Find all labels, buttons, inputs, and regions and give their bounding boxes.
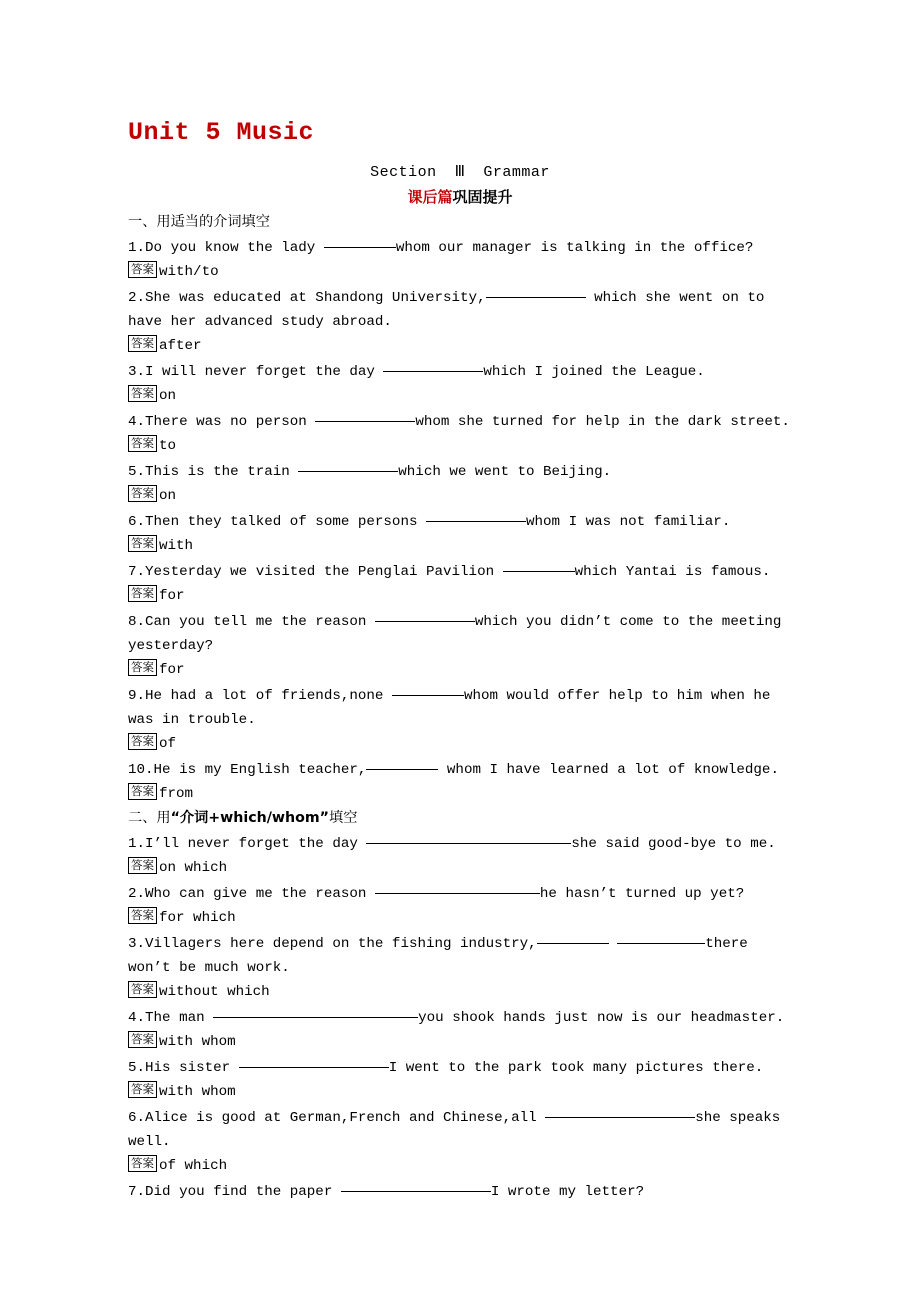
question-item (128, 234, 796, 260)
answer-tag: 答案 (128, 857, 157, 874)
answer-row (128, 658, 796, 682)
question-text-before: This is the train (145, 464, 299, 480)
subtitle-rest: 巩固提升 (452, 188, 513, 206)
question-text-after: which you didn’t come to the meeting yesterday? (128, 614, 782, 654)
question-text-after: which Yantai is famous. (574, 564, 771, 580)
question-text-before: The man (145, 1010, 214, 1026)
question-text-before: Did you find the paper (145, 1184, 341, 1200)
question-number: 4. (128, 414, 146, 430)
answer-tag: 答案 (128, 783, 157, 800)
answer-value: on which (159, 860, 228, 876)
question-number: 7. (128, 1184, 146, 1200)
answer-tag: 答案 (128, 1031, 157, 1048)
answer-tag: 答案 (128, 385, 157, 402)
part-two-heading (128, 806, 796, 830)
answer-value: for which (159, 910, 236, 926)
question-text-after: you shook hands just now is our headmaster. (418, 1010, 785, 1026)
answer-blank (426, 508, 526, 522)
answer-value: after (159, 338, 202, 354)
question-number: 2. (128, 290, 146, 306)
answer-row (128, 1030, 796, 1054)
answer-row (128, 334, 796, 358)
section-number: Ⅲ (454, 164, 466, 181)
page-title: Unit 5 Music (128, 118, 315, 147)
answer-blank (366, 830, 571, 844)
answer-blank (486, 284, 586, 298)
answer-row (128, 384, 796, 408)
answer-tag: 答案 (128, 335, 157, 352)
answer-blank (298, 458, 398, 472)
question-text-after: he hasn’t turned up yet? (539, 886, 745, 902)
question-text-after: she said good-bye to me. (571, 836, 776, 852)
part-two-heading-suffix: 填空 (329, 810, 358, 826)
answer-value: with (159, 538, 194, 554)
question-text-before: Villagers here depend on the fishing industry, (145, 936, 537, 952)
part-two-heading-prefix: 二、用 (128, 810, 171, 826)
question-item (128, 1104, 796, 1154)
question-item (128, 1054, 796, 1080)
answer-row (128, 434, 796, 458)
answer-row (128, 534, 796, 558)
question-item (128, 358, 796, 384)
answer-tag: 答案 (128, 585, 157, 602)
question-number: 10. (128, 762, 154, 778)
answer-blank (324, 234, 396, 248)
answer-row (128, 906, 796, 930)
answer-blank (392, 682, 464, 696)
answer-blank (383, 358, 483, 372)
answer-value: with whom (159, 1084, 236, 1100)
question-item (128, 756, 796, 782)
question-text-before: He had a lot of friends,none (145, 688, 392, 704)
question-text-after: whom our manager is talking in the office? (395, 240, 754, 256)
answer-tag: 答案 (128, 435, 157, 452)
question-text-after: she speaks well. (128, 1110, 781, 1150)
question-item (128, 558, 796, 584)
answer-tag: 答案 (128, 659, 157, 676)
subtitle (128, 186, 792, 207)
answer-blank (315, 408, 415, 422)
question-text-after: which I joined the League. (483, 364, 705, 380)
answer-blank (375, 608, 475, 622)
question-item (128, 880, 796, 906)
question-number: 8. (128, 614, 146, 630)
question-text-after: whom she turned for help in the dark street. (415, 414, 790, 430)
answer-blank (239, 1054, 389, 1068)
answer-row (128, 856, 796, 880)
answer-value: on (159, 488, 177, 504)
answer-row (128, 584, 796, 608)
section-label: Section (370, 164, 437, 181)
question-number: 3. (128, 364, 146, 380)
question-number: 9. (128, 688, 146, 704)
answer-tag: 答案 (128, 485, 157, 502)
question-text-before: She was educated at Shandong University, (145, 290, 486, 306)
question-number: 1. (128, 836, 146, 852)
question-number: 6. (128, 514, 146, 530)
question-text-after: whom I have learned a lot of knowledge. (438, 762, 779, 778)
answer-tag: 答案 (128, 261, 157, 278)
question-item (128, 458, 796, 484)
question-item (128, 1004, 796, 1030)
answer-blank (341, 1178, 491, 1192)
question-text-before: Alice is good at German,French and Chinese,all (145, 1110, 546, 1126)
question-text-after: which we went to Beijing. (398, 464, 612, 480)
question-item (128, 284, 796, 334)
answer-row (128, 980, 796, 1004)
question-text-before: I’ll never forget the day (145, 836, 367, 852)
answer-value: for (159, 588, 185, 604)
answer-blank (375, 880, 540, 894)
answer-row (128, 782, 796, 806)
question-text-before: I will never forget the day (145, 364, 384, 380)
answer-tag: 答案 (128, 907, 157, 924)
answer-row (128, 1080, 796, 1104)
answer-row (128, 1154, 796, 1178)
question-text-before: Can you tell me the reason (145, 614, 375, 630)
question-item (128, 682, 796, 732)
answer-blank (503, 558, 575, 572)
answer-row (128, 260, 796, 284)
question-number: 4. (128, 1010, 146, 1026)
answer-tag: 答案 (128, 1081, 157, 1098)
answer-blank (366, 756, 438, 770)
question-number: 5. (128, 464, 146, 480)
answer-value: from (159, 786, 194, 802)
question-number: 6. (128, 1110, 146, 1126)
subtitle-bold: 课后篇 (407, 188, 453, 206)
answer-value: with whom (159, 1034, 236, 1050)
question-text-after: I went to the park took many pictures there. (388, 1060, 764, 1076)
question-number: 2. (128, 886, 146, 902)
section-heading (128, 162, 792, 181)
answer-value: with/to (159, 264, 219, 280)
question-item (128, 1178, 796, 1204)
answer-tag: 答案 (128, 1155, 157, 1172)
question-text-after: I wrote my letter? (490, 1184, 645, 1200)
question-number: 7. (128, 564, 146, 580)
question-item (128, 508, 796, 534)
answer-row (128, 484, 796, 508)
question-item (128, 408, 796, 434)
answer-value: of (159, 736, 177, 752)
question-text-before: His sister (145, 1060, 239, 1076)
question-item (128, 930, 796, 980)
answer-row (128, 732, 796, 756)
question-item (128, 830, 796, 856)
answer-tag: 答案 (128, 535, 157, 552)
answer-blank (545, 1104, 695, 1118)
question-text-before: Who can give me the reason (145, 886, 375, 902)
answer-value: for (159, 662, 185, 678)
answer-tag: 答案 (128, 733, 157, 750)
exercise-content (128, 210, 796, 1204)
answer-value: of which (159, 1158, 228, 1174)
question-number: 3. (128, 936, 146, 952)
answer-blank (617, 930, 705, 944)
question-text-after: whom I was not familiar. (526, 514, 731, 530)
question-text-before: Do you know the lady (145, 240, 324, 256)
section-name: Grammar (483, 164, 550, 181)
question-text-after: which she went on to have her advanced study abroad. (128, 290, 765, 330)
part-two-heading-quoted: “介词+which/whom” (170, 810, 329, 826)
answer-value: on (159, 388, 177, 404)
question-text-after: whom would offer help to him when he was in trouble. (128, 688, 771, 728)
answer-tag: 答案 (128, 981, 157, 998)
question-number: 1. (128, 240, 146, 256)
question-text-after: there won’t be much work. (128, 936, 748, 976)
question-number: 5. (128, 1060, 146, 1076)
answer-blank (537, 930, 609, 944)
answer-value: to (159, 438, 177, 454)
question-item (128, 608, 796, 658)
part-one-heading: 一、用适当的介词填空 (128, 214, 270, 230)
question-text-before: Then they talked of some persons (145, 514, 426, 530)
answer-value: without which (159, 984, 270, 1000)
question-text-before: Yesterday we visited the Penglai Pavilion (145, 564, 503, 580)
question-text-before: There was no person (145, 414, 316, 430)
answer-blank (213, 1004, 418, 1018)
question-text-before: He is my English teacher, (153, 762, 367, 778)
